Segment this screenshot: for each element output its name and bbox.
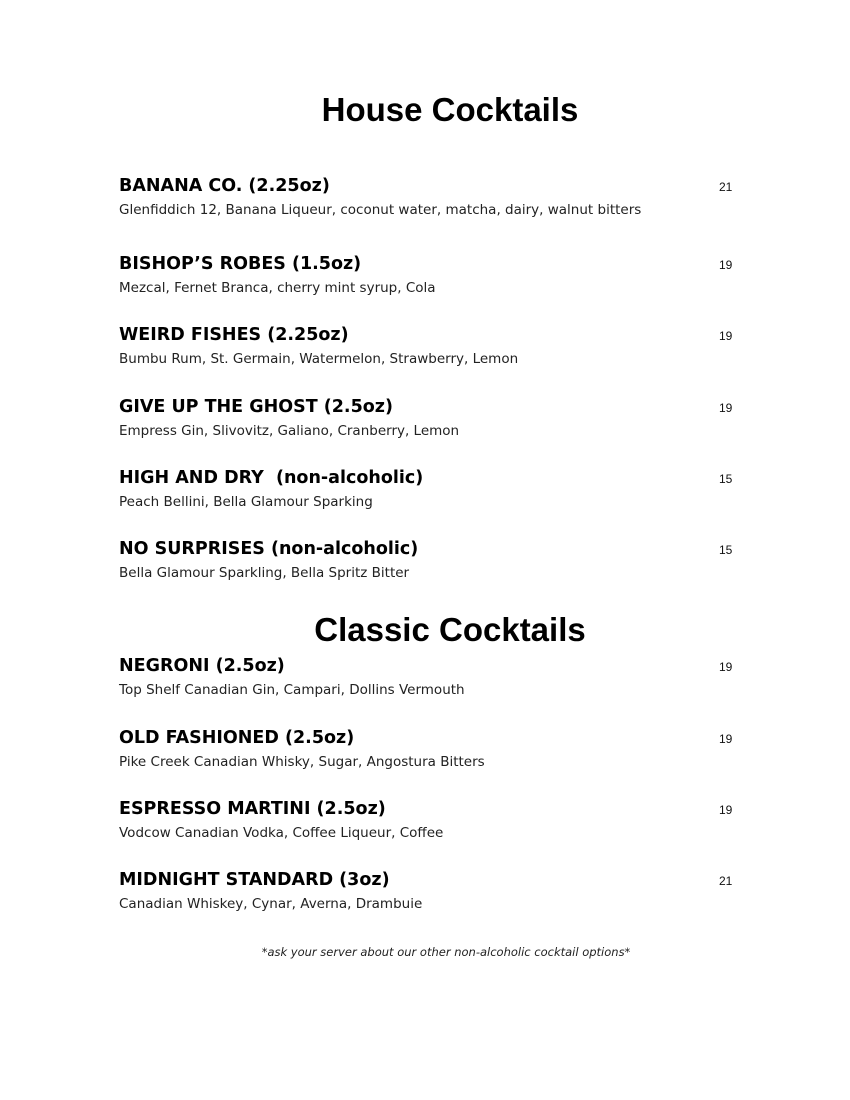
menu-item-name: HIGH AND DRY (non-alcoholic)	[119, 468, 424, 488]
menu-item-description: Bumbu Rum, St. Germain, Watermelon, Strawberry, Lemon	[119, 351, 519, 367]
menu-item-price: 19	[719, 732, 733, 746]
menu-item	[119, 798, 739, 846]
menu-item-name: MIDNIGHT STANDARD (3oz)	[119, 870, 390, 890]
menu-item-description: Peach Bellini, Bella Glamour Sparking	[119, 494, 373, 510]
menu-item-name: ESPRESSO MARTINI (2.5oz)	[119, 799, 386, 819]
menu-item-description: Bella Glamour Sparkling, Bella Spritz Bitter	[119, 565, 410, 581]
menu-item-name: BISHOP’S ROBES (1.5oz)	[119, 254, 362, 274]
menu-item-price: 19	[719, 258, 733, 272]
menu-item	[119, 396, 739, 444]
menu-item-name: WEIRD FISHES (2.25oz)	[119, 325, 349, 345]
menu-item-price: 19	[719, 401, 733, 415]
menu-item-description: Top Shelf Canadian Gin, Campari, Dollins Vermouth	[119, 682, 465, 698]
menu-item-price: 19	[719, 803, 733, 817]
menu-item-name: GIVE UP THE GHOST (2.5oz)	[119, 397, 393, 417]
menu-item-price: 15	[719, 543, 733, 557]
menu-item	[119, 727, 739, 775]
menu-item-description: Glenfiddich 12, Banana Liqueur, coconut water, matcha, dairy, walnut bitters	[119, 202, 642, 218]
section-title-house-cocktails: House Cocktails	[321, 91, 579, 128]
menu-item-description: Empress Gin, Slivovitz, Galiano, Cranberry, Lemon	[119, 423, 460, 439]
menu-item-price: 19	[719, 660, 733, 674]
menu-item-price: 21	[719, 874, 733, 888]
menu-item-description: Pike Creek Canadian Whisky, Sugar, Angostura Bitters	[119, 754, 485, 770]
section-title-classic-cocktails: Classic Cocktails	[314, 611, 586, 648]
menu-item-name: BANANA CO. (2.25oz)	[119, 176, 330, 196]
menu-item	[119, 324, 739, 372]
menu-item	[119, 253, 739, 301]
menu-item	[119, 655, 739, 703]
menu-item-name: OLD FASHIONED (2.5oz)	[119, 728, 355, 748]
menu-item-name: NEGRONI (2.5oz)	[119, 656, 285, 676]
menu-item	[119, 538, 739, 586]
menu-item-description: Canadian Whiskey, Cynar, Averna, Drambuie	[119, 896, 423, 912]
menu-item-price: 21	[719, 180, 733, 194]
menu-item	[119, 175, 739, 223]
footnote: *ask your server about our other non-alcoholic cocktail options*	[261, 945, 631, 959]
menu-item-description: Mezcal, Fernet Branca, cherry mint syrup, Cola	[119, 280, 436, 296]
menu-item-price: 15	[719, 472, 733, 486]
menu-item	[119, 869, 739, 917]
menu-item-name: NO SURPRISES (non-alcoholic)	[119, 539, 419, 559]
menu-item	[119, 467, 739, 515]
menu-item-price: 19	[719, 329, 733, 343]
menu-item-description: Vodcow Canadian Vodka, Coffee Liqueur, Coffee	[119, 825, 444, 841]
